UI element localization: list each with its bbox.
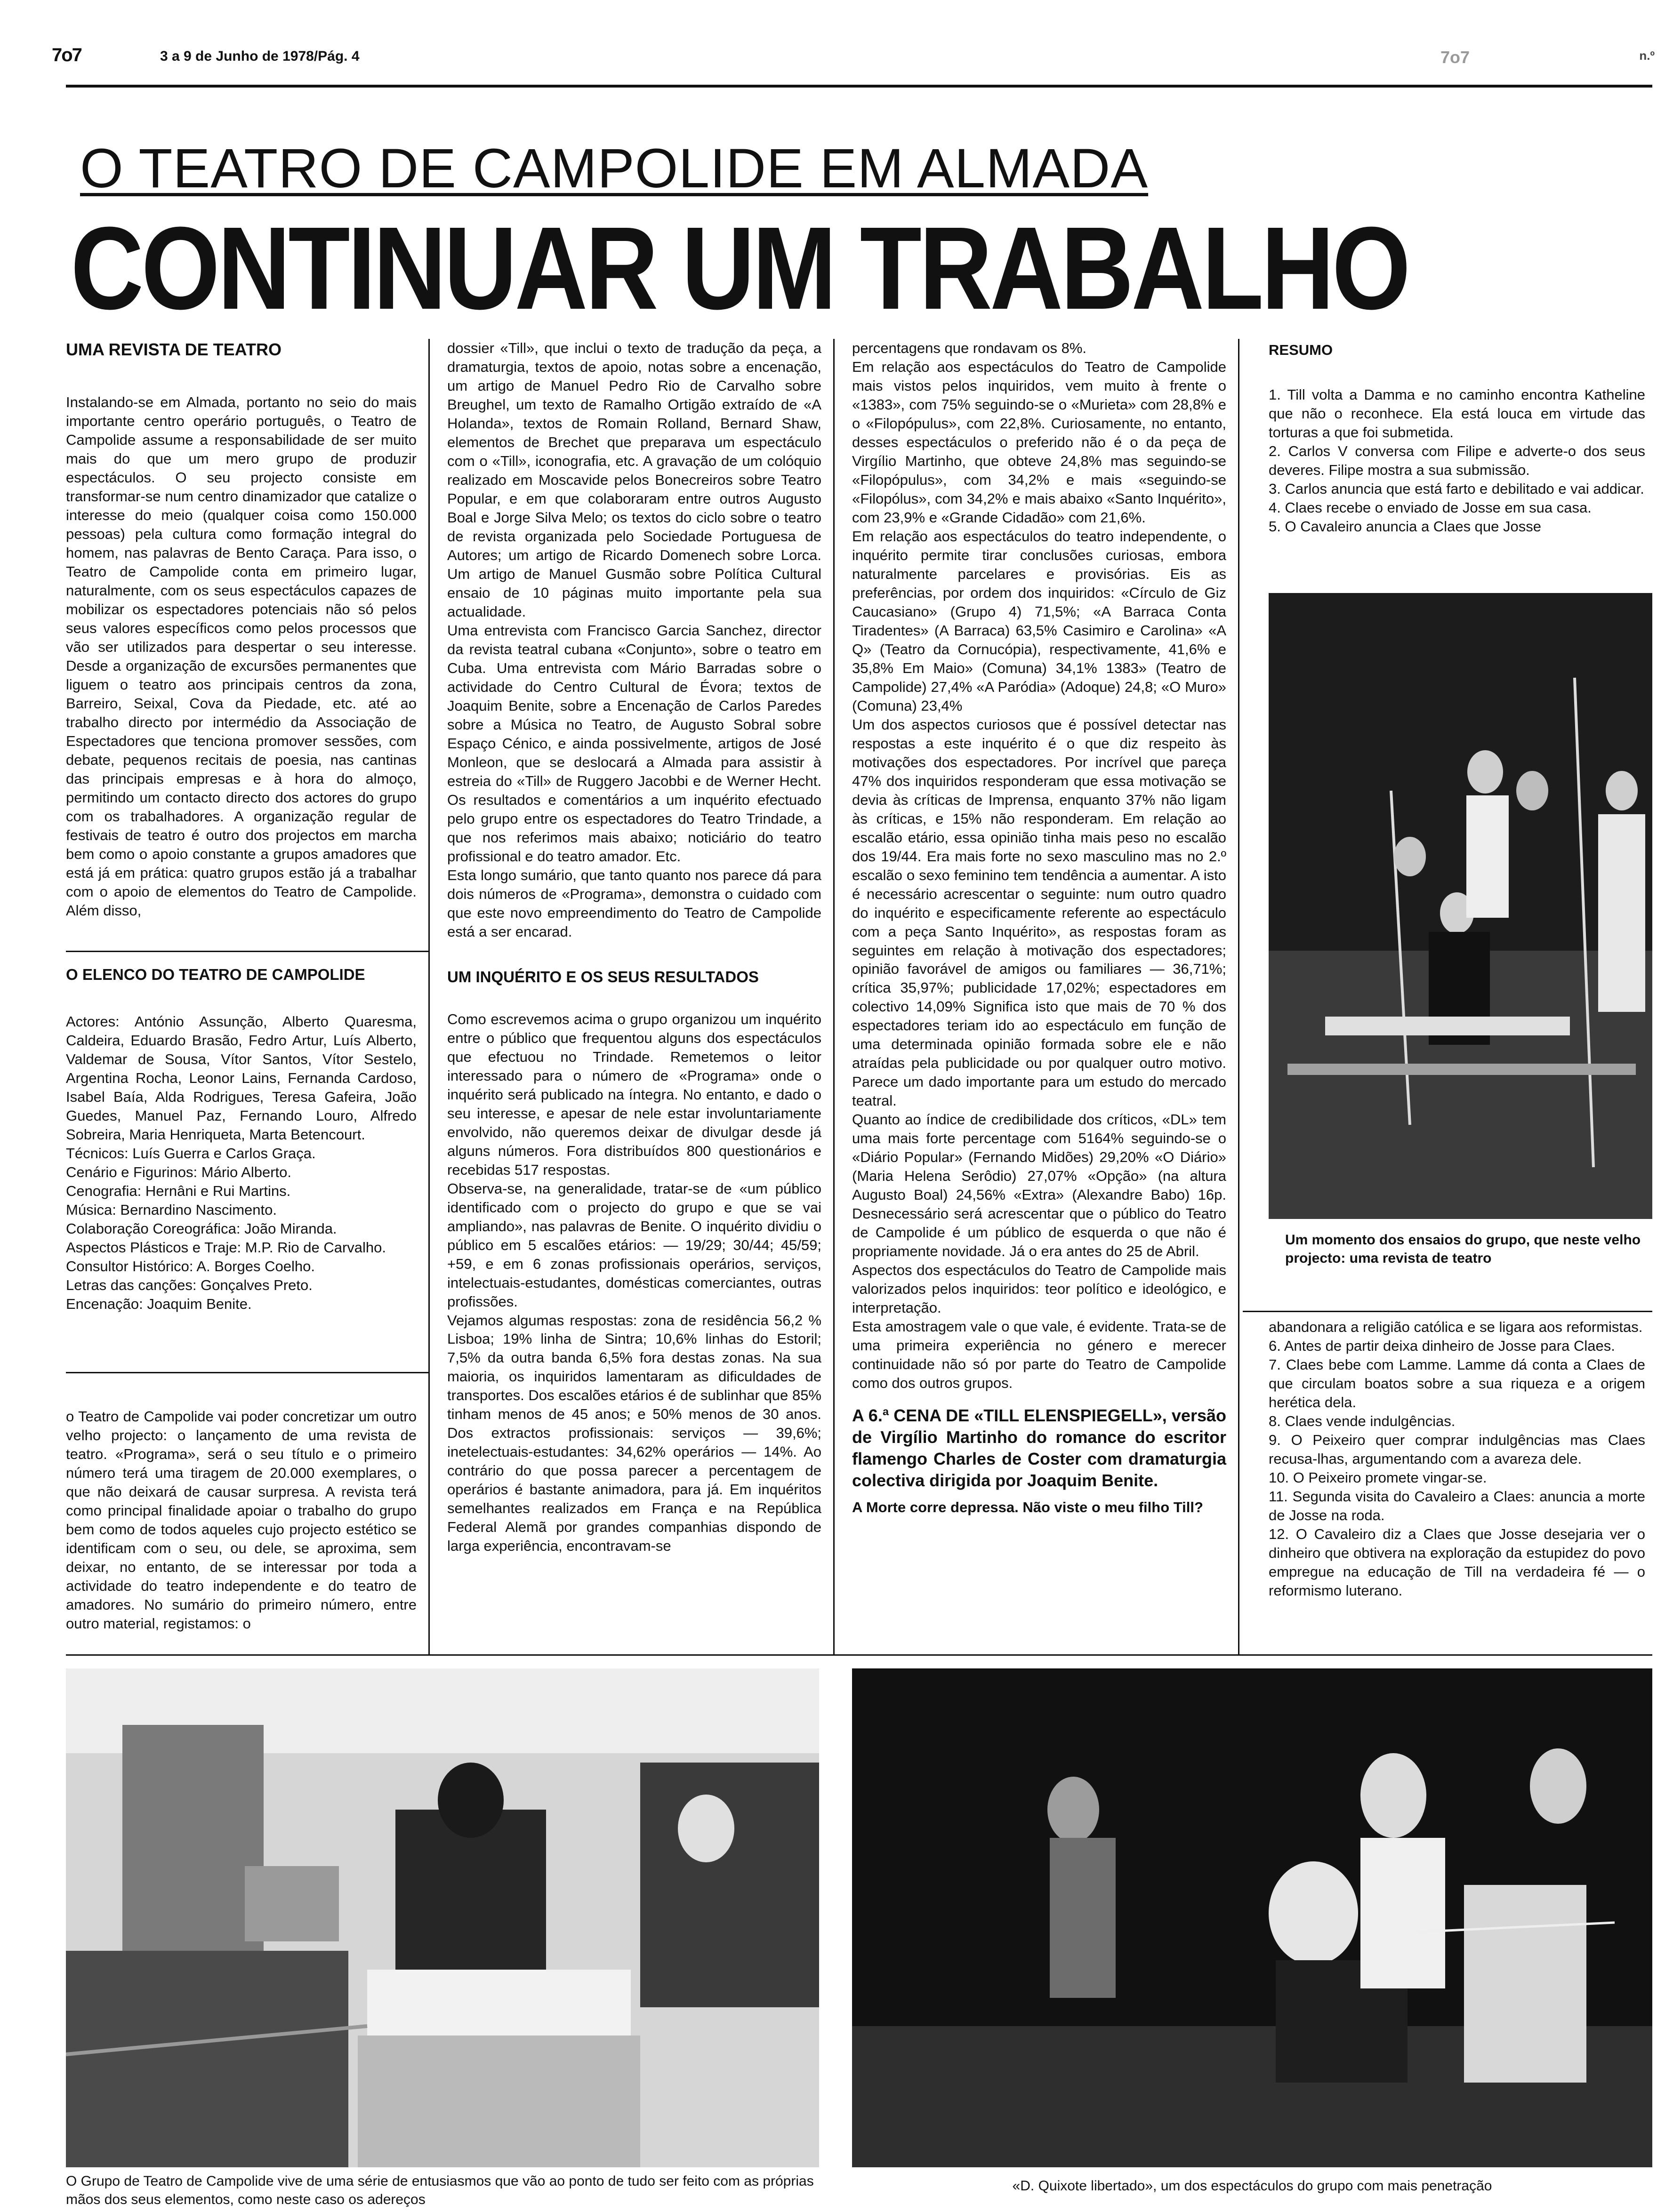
rehearsal-photo-caption: Um momento dos ensaios do grupo, que neste velho projecto: uma revista de teatro [1285,1232,1641,1266]
page-headline: CONTINUAR UM TRABALHO [71,202,1408,334]
summary-item: 11. Segunda visita do Cavaleiro a Claes: anuncia a morte de Josse na roda. [1269,1488,1645,1523]
cast-line: Encenação: Joaquim Benite. [66,1296,252,1313]
summary-item: 8. Claes vende indulgências. [1269,1412,1456,1429]
summary-heading: RESUMO [1269,342,1333,358]
workshop-photo-caption: O Grupo de Teatro de Campolide vive de uma série de entusiasmos que vão ao ponto de tudo ser feito com as próprias mãos dos seus elementos, como neste caso os adereços [66,2173,814,2207]
summary-item: 12. O Cavaleiro diz a Claes que Josse desejaria ver o dinheiro que obtivera na exploração da estupidez do povo empregue na educação de Till na verdadeira fé — o reformismo luterano. [1269,1525,1645,1599]
page-mark: n.º [1639,48,1655,63]
scene-title: A 6.ª CENA DE «TILL ELENSPIEGELL», versão de Virgílio Martinho do romance do escritor flamengo Charles de Coster com dramaturgia colectiva dirigida por Joaquim Benite. [852,1406,1226,1491]
paragraph: Aspectos dos espectáculos do Teatro de Campolide mais valorizados pelos inquiridos: teor político e ideológico, e interpretação. [852,1262,1226,1316]
paragraph: Esta longo sumário, que tanto quanto nos parece dá para dois números de «Programa», demonstra o cuidado com que este novo empreendimento do Teatro de Campolide está a ser encarad. [447,866,821,940]
article-column-1 [66,339,417,920]
cast-heading: O ELENCO DO TEATRO DE CAMPOLIDE [66,966,365,983]
newspaper-logo: 7o7 [52,45,81,65]
column-rule-2 [833,339,835,1654]
paragraph: Em relação aos espectáculos do Teatro de Campolide mais vistos pelos inquiridos, vem muito à frente o «1383», com 75% seguindo-se o «Murieta» com 28,8% e o «Filopópulus», com 22,8%. Curiosamente, no entanto, desses espectáculos o preferido não é o da peça de Virgílio Martinho, que obteve 24,8% mas seguindo-se «Filopópulus», com 34,2% e mais «seguindo-se «Filopólus», com 34,2% e mais abaixo «Santo Inquérito», com 23,9% e «Grande Cidadão» com 21,6%. [852,358,1226,526]
scene-quote: A Morte corre depressa. Não viste o meu filho Till? [852,1499,1203,1516]
summary-item: abandonara a religião católica e se ligara aos reformistas. [1269,1319,1643,1335]
column-rule-1 [428,339,430,1654]
masthead-rule [66,85,1652,88]
summary-item: 5. O Cavaleiro anuncia a Claes que Josse [1269,518,1541,535]
summary-box [1269,341,1645,536]
paragraph: Um dos aspectos curiosos que é possível detectar nas respostas a este inquérito é o que diz respeito às motivações dos espectadores. Por incrível que pareça 47% dos inquiridos responderam que essa motivação se devia às críticas de Imprensa, enquanto 37% não ligam às críticas, e 15% não responderam. Em relação ao escalão etário, essa opinião tinha mais peso no escalão dos 19/44. Era mais forte no sexo masculino mas no 2.º escalão o sexo feminino tem tendência a aumentar. A isto é necessário acrescentar o seguinte: num outro quadro do inquérito e especificamente referente ao espectáculo com a peça Santo Inquérito», as respostas foram as seguintes em relação à motivação dos espectadores; opinião favorável de amigos ou familiares — 36,71%; crítica 35,97%; publicidade 17,02%; espectadores em colectivo 14,09% Significa isto que mais de 70 % dos espectadores teriam ido ao espectáculo em função de uma determinada opinião formada sobre ele e não atraídas pela publicidade ou por qualquer outro motivo. Parece um dado importante para um estudo do mercado teatral. [852,716,1226,1109]
paragraph: Vejamos algumas respostas: zona de residência 56,2 % Lisboa; 19% linha de Sintra; 10,6% linhas do Estoril; 7,5% da outra banda 6,5% fora destas zonas. Na sua maioria, os inquiridos lamentaram as dificuldades de transportes. Dos escalões etários é de sublinhar que 85% tinham menos de 45 anos; e 50% menos de 30 anos. Dos extractos profissionais: serviços — 39,6%; inetelectuais-estudantes: 34,62% operários — 14%. Ao contrário do que possa parecer a percentagem de operários é bastante animadora, para já. Em inquéritos semelhantes realizados em França e na República Federal Alemã por grandes companhias dispondo de larga experiência, encontravam-se [447,1312,821,1555]
summary-rule [1243,1311,1652,1312]
paragraph: Observa-se, na generalidade, tratar-se de «um público identificado com o projecto do grupo e que se vai ampliando», nas palavras de Benite. O inquérito dividiu o público em 5 escalões etários: — 19/29; 30/44; 45/59; +59, e em 6 zonas profissionais operários, serviços, intelectuais-estudantes, domésticas comerciantes, outras profissões. [447,1180,821,1310]
newspaper-logo-faint: 7o7 [1440,48,1470,67]
summary-item: 9. O Peixeiro quer comprar indulgências mas Claes recusa-lhas, argumentando com a avareza dele. [1269,1431,1645,1467]
paragraph: Em relação aos espectáculos do teatro independente, o inquérito permite tirar conclusões curiosas, embora naturalmente parcelares e provisórias. Eis as preferências, por ordem dos inquiridos: «Círculo de Giz Caucasiano» (Grupo 4) 71,5%; «A Barraca Conta Tiradentes» (A Barraca) 63,5% Casimiro e Carolina» «A Q» (Teatro da Cornucópia), respectivamente, 41,6% e 35,8% Em Maio» (Comuna) 34,1% 1383» (Teatro de Campolide) 27,4% «A Paródia» (Adoque) 24,8; «O Muro» (Comuna) 23,4% [852,528,1226,714]
quixote-photo-caption: «D. Quixote libertado», um dos espectáculos do grupo com mais penetração [1012,2178,1492,2194]
cast-line: Colaboração Coreográfica: João Miranda. [66,1220,337,1237]
cast-line: Cenário e Figurinos: Mário Alberto. [66,1164,292,1181]
paragraph: dossier «Till», que inclui o texto de tradução da peça, a dramaturgia, textos de apoio, notas sobre a encenação, um artigo de Manuel Pedro Rio de Carvalho sobre Breughel, um texto de Ramalho Ortigão extraído de «A Holanda», textos de Romain Rolland, Bernard Shaw, elementos de Brechet que preparava um espectáculo com o «Till», iconografia, etc. A gravação de um colóquio realizado em Moscavide pelos Bonecreiros sobre Teatro Popular, e em que colaboraram entre outros Augusto Boal e Jorge Silva Melo; os textos do ciclo sobre o teatro de revista organizada pelo Sociedade Portuguesa de Autores; um artigo de Ricardo Domenech sobre Lorca. Um artigo de Manuel Gusmão sobre Política Cultural ensaio de 10 páginas muito importante pela sua actualidade. [447,340,821,620]
photo-band-rule [66,1654,1652,1656]
cast-actors: Actores: António Assunção, Alberto Quaresma, Caldeira, Eduardo Brasão, Fedro Artur, Luís Alberto, Valdemar de Sousa, Vítor Santos, Vítor Sestelo, Argentina Rocha, Leonor Lains, Fernanda Cardoso, Isabel Baía, Alda Rodrigues, Teresa Gafeira, João Guedes, Manuel Paz, Fernando Louro, Alfredo Sobreira, Maria Henriqueta, Marta Betencourt. [66,1013,417,1143]
kicker-title: O TEATRO DE CAMPOLIDE EM ALMADA [80,137,1149,200]
cast-box [66,965,417,1314]
paragraph: Como escrevemos acima o grupo organizou um inquérito entre o público que frequentou alguns dos espectáculos que efectuou no Trindade. Remetemos o leitor interessado para o número de «Programa» onde o inquérito será publicado na íntegra. No entanto, e dado o seu interesse, e apesar de nele estar involuntariamente envolvido, não queremos deixar de divulgar desde já alguns números. Fora distribuídos 800 questionários e recebidas 517 respostas. [447,1010,821,1178]
cast-line: Técnicos: Luís Guerra e Carlos Graça. [66,1145,316,1162]
article-column-3 [852,339,1226,1517]
cast-line: Consultor Histórico: A. Borges Coelho. [66,1258,315,1275]
summary-item: 6. Antes de partir deixa dinheiro de Josse para Claes. [1269,1337,1615,1354]
cast-line: Letras das canções: Gonçalves Preto. [66,1277,313,1294]
summary-item: 4. Claes recebe o enviado de Josse em sua casa. [1269,499,1592,516]
section-heading: UMA REVISTA DE TEATRO [66,340,282,359]
issue-date: 3 a 9 de Junho de 1978/Pág. 4 [160,48,360,64]
masthead [52,45,1657,73]
section-rule-1 [66,951,428,952]
paragraph: Uma entrevista com Francisco Garcia Sanchez, director da revista teatral cubana «Conjunto», sobre o teatro em Cuba. Uma entrevista com Mário Barradas sobre o actividade do Centro Cultural de Évora; textos de Joaquim Benite, sobre a Encenação de Carlos Paredes sobre a Música no Teatro, de Augusto Sobral sobre Espaço Cénico, e ainda possivelmente, artigos de José Monleon, que se deslocará a Almada para assistir à estreia do «Till» de Ruggero Jacobbi e de Werner Hecht. Os resultados e comentários a um inquérito efectuado pelo grupo entre os espectadores do Teatro Trindade, a que nos referimos mais abaixo; noticiário do teatro profissional e do teatro amador. Etc. [447,622,821,865]
quixote-photo [852,1668,1652,2167]
section-heading: UM INQUÉRITO E OS SEUS RESULTADOS [447,968,759,986]
paragraph: Esta amostragem vale o que vale, é evidente. Trata-se de uma primeira experiência no género e merecer continuidade não só por parte do Teatro de Campolide como dos outros grupos. [852,1318,1226,1392]
cast-line: Música: Bernardino Nascimento. [66,1202,277,1218]
rehearsal-photo [1269,593,1652,1219]
paragraph: Quanto ao índice de credibilidade dos críticos, «DL» tem uma mais forte percentage com 5164% seguindo-se o «Diário Popular» (Fernando Midões) 29,20% «O Diário» (Maria Helena Serôdio) 27,07% «Opção» (na altura Augusto Boal) 24,56% «Extra» (Alexandre Babo) 16p. Desnecessário será acrescentar que o público do Teatro de Campolide é um público de esquerda o que não é propriamente novidade. Já o era antes do 25 de Abril. [852,1111,1226,1260]
cast-line: Aspectos Plásticos e Traje: M.P. Rio de Carvalho. [66,1239,386,1256]
summary-box-cont [1269,1318,1645,1600]
section-rule-2 [66,1372,428,1373]
paragraph: percentagens que rondavam os 8%. [852,340,1087,356]
summary-item: 3. Carlos anuncia que está farto e debilitado e vai addicar. [1269,480,1644,497]
paragraph: Instalando-se em Almada, portanto no seio do mais importante centro operário português, o Teatro de Campolide assume a responsabilidade de ser muito mais do que um mero grupo de produzir espectáculos. O seu projecto consiste em transformar-se num centro dinamizador que catalize o interesse do meio (qualquer coisa como 150.000 pessoas) pela cultura como formação integral do homem, nas palavras de Bento Caraça. Para isso, o Teatro de Campolide conta em primeiro lugar, naturalmente, com os seus espectáculos capazes de mobilizar os espectadores potenciais não só pelos seus valores específicos como pelos processos que vão ser utilizados para despertar o seu interesse. Desde a organização de excursões permanentes que liguem o teatro aos principais centros da zona, Barreiro, Seixal, Cova da Piedade, etc. até ao trabalho directo por intermédio da Associação de Espectadores que tenciona promover sessões, com debate, pequenos recitais de poesia, nas cantinas das principais empresas e à hora do almoço, permitindo um contacto directo dos actores do grupo com os trabalhadores. A organização regular de festivais de teatro é outro dos projectos em marcha bem como o apoio constante a grupos amadores que está já em prática: quatro grupos estão já a trabalhar com o apoio de elementos do Teatro de Campolide. Além disso, [66,394,417,919]
paragraph: o Teatro de Campolide vai poder concretizar um outro velho projecto: o lançamento de uma revista de teatro. «Programa», será o seu título e o primeiro número terá uma tiragem de 20.000 exemplares, o que não deixará de causar surpresa. A revista terá como principal finalidade apoiar o trabalho do grupo bem como de todos aqueles cujo projecto estético se identificam com o seu, ou dele, se aproxima, sem deixar, no entanto, de se interessar por toda a actividade do teatro independente e do teatro de amadores. No sumário do primeiro número, entre outro material, registamos: o [66,1408,417,1632]
summary-item: 2. Carlos V conversa com Filipe e adverte-o dos seus deveres. Filipe mostra a sua submissão. [1269,442,1645,478]
workshop-photo [66,1668,819,2167]
summary-item: 10. O Peixeiro promete vingar-se. [1269,1469,1487,1486]
column-rule-3 [1238,339,1239,1654]
summary-item: 1. Till volta a Damma e no caminho encontra Katheline que não o reconhece. Ela está louca em virtude das torturas a que foi submetida. [1269,386,1645,441]
cast-line: Cenografia: Hernâni e Rui Martins. [66,1183,291,1200]
article-column-2 [447,339,821,1555]
summary-item: 7. Claes bebe com Lamme. Lamme dá conta a Claes de que circulam boatos sobre a sua riqueza e a origem herética dela. [1269,1356,1645,1411]
article-column-1-cont [66,1407,417,1633]
